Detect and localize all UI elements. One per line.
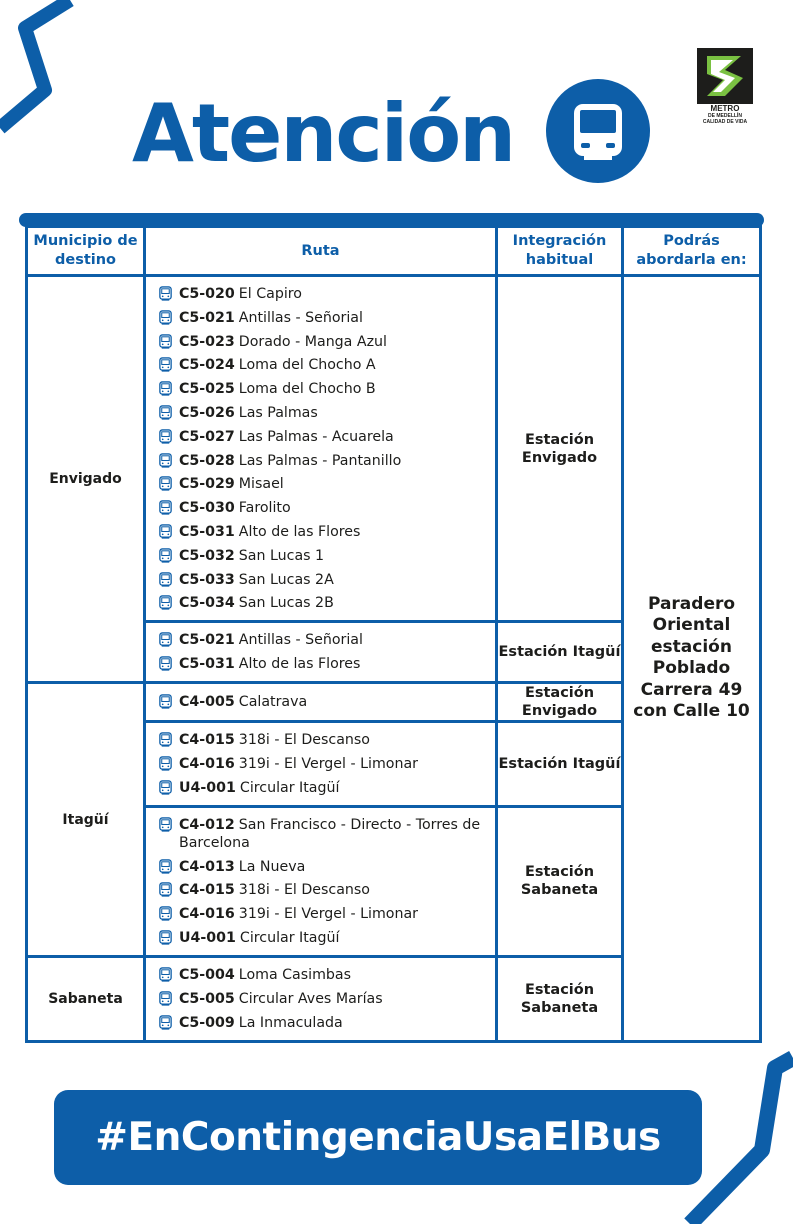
route-item <box>158 731 491 749</box>
route-item <box>158 380 491 398</box>
route-text <box>179 693 307 711</box>
route-text <box>179 929 339 947</box>
logo-text-metro: METRO <box>710 104 740 113</box>
route-name: La Nueva <box>238 858 306 875</box>
route-item <box>158 475 491 493</box>
bus-icon <box>158 779 179 795</box>
route-item <box>158 404 491 422</box>
bus-icon <box>158 731 179 747</box>
route-text <box>179 816 491 852</box>
route-code: U4-001 <box>179 779 236 796</box>
route-item <box>158 309 491 327</box>
boarding-point-cell: Paradero Oriental estación Poblado Carrera 49 con Calle 10 <box>623 276 761 1042</box>
route-name: La Inmaculada <box>238 1014 343 1031</box>
route-text <box>179 547 324 565</box>
route-item <box>158 858 491 876</box>
metro-logo <box>697 48 753 125</box>
integracion-cell: Estación Envigado <box>497 683 623 722</box>
route-item <box>158 1014 491 1032</box>
route-text <box>179 523 360 541</box>
bus-icon <box>158 499 179 515</box>
integracion-cell: Estación Envigado <box>497 276 623 622</box>
route-code: C4-016 <box>179 906 235 923</box>
bus-icon <box>546 79 650 183</box>
route-name: Farolito <box>238 500 291 517</box>
route-text <box>179 881 370 899</box>
route-list <box>146 723 495 805</box>
route-name: San Francisco - Directo - Torres de Barcelona <box>179 816 481 851</box>
route-text <box>179 655 360 673</box>
route-name: Loma Casimbas <box>238 966 352 983</box>
route-name: Las Palmas <box>238 404 318 421</box>
route-code: C5-024 <box>179 357 235 374</box>
route-text <box>179 858 305 876</box>
route-name: San Lucas 2B <box>238 595 334 612</box>
bus-icon <box>158 452 179 468</box>
route-item <box>158 966 491 984</box>
bus-icon <box>158 1014 179 1030</box>
route-code: C5-021 <box>179 632 235 649</box>
route-item <box>158 631 491 649</box>
bus-icon <box>158 571 179 587</box>
route-text <box>179 285 302 303</box>
municipio-cell: Envigado <box>27 276 145 683</box>
route-code: C4-005 <box>179 694 235 711</box>
metro-logo-mark <box>697 48 753 104</box>
route-name: 318i - El Descanso <box>238 732 370 749</box>
route-code: C5-004 <box>179 966 235 983</box>
route-code: C5-033 <box>179 571 235 588</box>
route-code: C5-026 <box>179 404 235 421</box>
bus-icon <box>158 693 179 709</box>
route-code: C4-012 <box>179 816 235 833</box>
route-item <box>158 452 491 470</box>
integracion-cell: Estación Sabaneta <box>497 956 623 1041</box>
route-name: 318i - El Descanso <box>238 882 370 899</box>
bus-icon <box>158 905 179 921</box>
route-name: Las Palmas - Pantanillo <box>238 452 402 469</box>
route-text <box>179 966 351 984</box>
route-code: C5-005 <box>179 990 235 1007</box>
route-name: 319i - El Vergel - Limonar <box>238 755 418 772</box>
route-text <box>179 631 363 649</box>
bus-icon <box>158 428 179 444</box>
route-name: Circular Itagüí <box>239 929 340 946</box>
bus-icon <box>158 356 179 372</box>
bus-icon <box>158 547 179 563</box>
bus-icon <box>158 655 179 671</box>
route-item <box>158 755 491 773</box>
bus-icon <box>158 755 179 771</box>
route-code: C5-021 <box>179 309 235 326</box>
municipio-cell: Sabaneta <box>27 956 145 1041</box>
route-list <box>146 808 495 955</box>
route-name: Alto de las Flores <box>238 656 361 673</box>
route-name: Loma del Chocho B <box>238 381 376 398</box>
route-item <box>158 905 491 923</box>
header-podras: Podrás abordarla en: <box>623 227 761 276</box>
route-code: C5-025 <box>179 381 235 398</box>
route-list <box>146 685 495 719</box>
route-name: Dorado - Manga Azul <box>238 333 387 350</box>
bus-icon <box>158 594 179 610</box>
route-text <box>179 594 334 612</box>
route-text <box>179 333 387 351</box>
routes-table <box>25 225 762 1043</box>
route-code: C5-034 <box>179 595 235 612</box>
route-text <box>179 499 291 517</box>
route-text <box>179 309 363 327</box>
route-list <box>146 277 495 620</box>
bus-icon <box>158 333 179 349</box>
route-text <box>179 404 318 422</box>
bus-icon <box>158 380 179 396</box>
municipio-cell: Itagüí <box>27 683 145 957</box>
route-name: Alto de las Flores <box>238 523 361 540</box>
route-text <box>179 990 383 1008</box>
route-code: U4-001 <box>179 929 236 946</box>
route-code: C5-020 <box>179 286 235 302</box>
route-text <box>179 755 418 773</box>
route-name: Circular Itagüí <box>239 779 340 796</box>
routes-cell <box>145 806 497 956</box>
header-municipio: Municipio de destino <box>27 227 145 276</box>
route-text <box>179 571 334 589</box>
route-code: C5-031 <box>179 656 235 673</box>
bus-icon <box>158 990 179 1006</box>
table-header-row <box>27 227 761 276</box>
header-integracion: Integración habitual <box>497 227 623 276</box>
route-text <box>179 475 284 493</box>
route-item <box>158 523 491 541</box>
route-text <box>179 905 418 923</box>
bus-icon <box>158 404 179 420</box>
route-name: Misael <box>238 476 284 493</box>
bus-icon <box>158 285 179 301</box>
route-name: 319i - El Vergel - Limonar <box>238 906 418 923</box>
routes-cell <box>145 722 497 807</box>
route-name: San Lucas 2A <box>238 571 334 588</box>
route-item <box>158 285 491 303</box>
route-name: Circular Aves Marías <box>238 990 383 1007</box>
route-item <box>158 990 491 1008</box>
route-code: C5-028 <box>179 452 235 469</box>
logo-text-tagline: CALIDAD DE VIDA <box>702 119 748 125</box>
route-code: C5-029 <box>179 476 235 493</box>
route-code: C5-031 <box>179 523 235 540</box>
routes-cell <box>145 956 497 1041</box>
route-text <box>179 452 401 470</box>
routes-cell <box>145 622 497 683</box>
route-text <box>179 731 370 749</box>
hashtag-banner: #EnContingenciaUsaElBus <box>54 1090 702 1185</box>
route-code: C5-009 <box>179 1014 235 1031</box>
route-item <box>158 428 491 446</box>
route-item <box>158 779 491 797</box>
route-code: C5-023 <box>179 333 235 350</box>
logo-text-city: DE MEDELLÍN <box>708 113 742 119</box>
route-text <box>179 779 339 797</box>
route-code: C4-016 <box>179 755 235 772</box>
bus-icon <box>158 475 179 491</box>
route-name: Las Palmas - Acuarela <box>238 428 394 445</box>
route-item <box>158 816 491 852</box>
route-code: C5-032 <box>179 547 235 564</box>
route-name: Loma del Chocho A <box>238 357 376 374</box>
integracion-cell: Estación Itagüí <box>497 622 623 683</box>
route-name: Calatrava <box>238 694 308 711</box>
route-item <box>158 499 491 517</box>
route-item <box>158 333 491 351</box>
routes-cell <box>145 683 497 722</box>
bus-icon <box>158 523 179 539</box>
page-title: Atención <box>132 87 515 180</box>
route-item <box>158 693 491 711</box>
route-name: San Lucas 1 <box>238 547 325 564</box>
route-name: Antillas - Señorial <box>238 309 363 326</box>
bus-icon <box>158 816 179 832</box>
bus-icon <box>158 309 179 325</box>
route-item <box>158 594 491 612</box>
table-body <box>27 276 761 1042</box>
bus-icon <box>158 881 179 897</box>
bus-icon <box>158 966 179 982</box>
route-code: C4-015 <box>179 732 235 749</box>
route-text <box>179 1014 343 1032</box>
bus-icon <box>158 631 179 647</box>
route-item <box>158 929 491 947</box>
route-item <box>158 881 491 899</box>
bus-icon <box>158 929 179 945</box>
route-item <box>158 356 491 374</box>
route-text <box>179 356 376 374</box>
bus-icon <box>158 858 179 874</box>
route-item <box>158 547 491 565</box>
header-ruta: Ruta <box>145 227 497 276</box>
route-list <box>146 958 495 1040</box>
route-name: El Capiro <box>238 286 302 302</box>
route-text <box>179 380 376 398</box>
route-list <box>146 623 495 681</box>
integracion-cell: Estación Itagüí <box>497 722 623 807</box>
route-item <box>158 655 491 673</box>
route-item <box>158 571 491 589</box>
route-code: C4-013 <box>179 858 235 875</box>
route-code: C4-015 <box>179 882 235 899</box>
route-code: C5-027 <box>179 428 235 445</box>
route-name: Antillas - Señorial <box>238 632 363 649</box>
integracion-cell: Estación Sabaneta <box>497 806 623 956</box>
route-text <box>179 428 394 446</box>
route-code: C5-030 <box>179 500 235 517</box>
table-row <box>27 276 761 622</box>
routes-cell <box>145 276 497 622</box>
